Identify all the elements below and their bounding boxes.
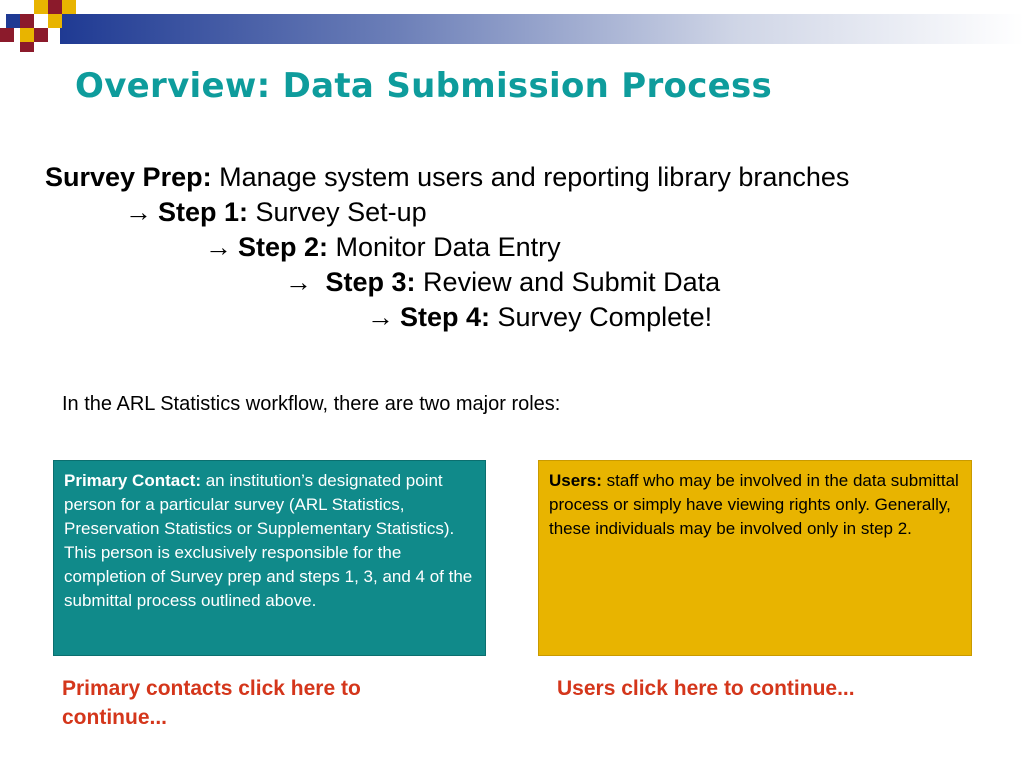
logo-square-maroon [20,42,34,52]
logo-square-maroon [0,28,14,42]
step-text: Monitor Data Entry [328,232,561,262]
primary-contact-box [53,460,486,656]
users-continue-link[interactable]: Users click here to continue... [557,677,855,700]
step-label: Step 3: [325,267,416,297]
step-survey-prep [45,160,849,195]
primary-contacts-continue-link[interactable]: Primary contacts click here to continue... [62,677,361,729]
step-2 [205,230,561,265]
arrow-right-icon: → [125,197,152,227]
step-text: Survey Set-up [248,197,427,227]
logo-square-maroon [34,28,48,42]
arrow-right-icon: → [367,302,394,332]
step-4 [367,300,712,335]
step-text: Survey Complete! [490,302,713,332]
step-label: Step 2: [238,232,329,262]
step-label: Step 1: [158,197,249,227]
logo-square-gold [62,0,76,14]
users-label: Users: [549,471,602,490]
logo-square-maroon [48,0,62,14]
step-1 [125,195,427,230]
logo-square-gold [48,14,62,28]
arrow-right-icon: → [285,267,320,297]
step-text: Review and Submit Data [415,267,721,297]
step-3 [285,265,720,300]
step-text: Manage system users and reporting library branches [211,162,850,192]
roles-intro: In the ARL Statistics workflow, there are two major roles: [62,393,561,415]
header-gradient-bar [60,14,1024,44]
logo-square-navy [6,14,20,28]
users-description: staff who may be involved in the data submittal process or simply have viewing rights only. Generally, these individuals may be involved only in step 2. [549,471,959,538]
page-title: Overview: Data Submission Process [75,66,773,106]
header-decoration [0,0,1024,44]
users-box [538,460,972,656]
logo-square-gold [34,0,48,14]
primary-contact-label: Primary Contact: [64,471,201,490]
logo-square-maroon [20,14,34,28]
step-label: Step 4: [400,302,491,332]
step-label: Survey Prep: [45,162,212,192]
arrow-right-icon: → [205,232,232,262]
logo-square-gold [20,28,34,42]
primary-contact-description: an institution’s designated point person for a particular survey (ARL Statistics, Preservation Statistics or Supplementary Statistics). This person is exclusively responsible for the completion of Survey prep and steps 1, 3, and 4 of the submittal process outlined above. [64,471,473,610]
